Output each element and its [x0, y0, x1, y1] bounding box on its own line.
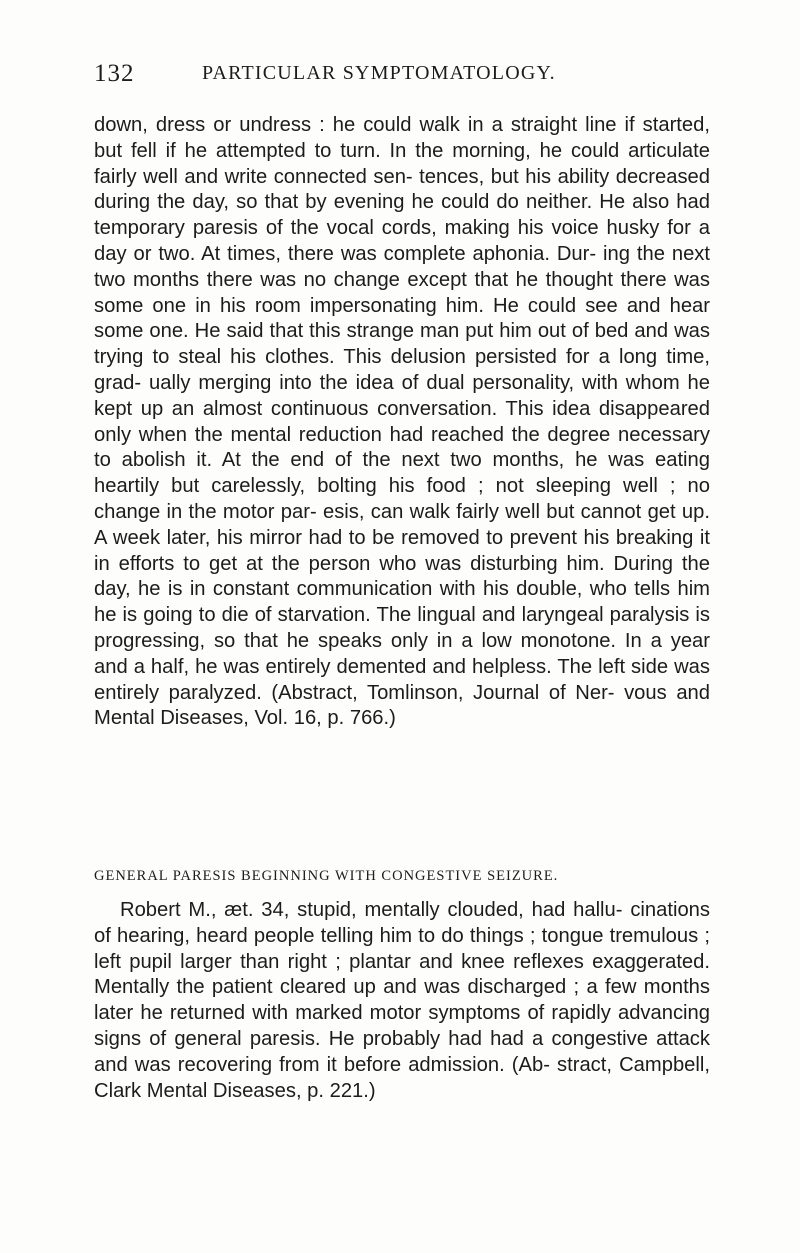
page-number: 132	[94, 60, 135, 87]
body-paragraph: Robert M., æt. 34, stupid, mentally clouded, had hallu- cinations of hearing, heard people telling him to do things ; tongue tremulous ; left pupil larger than right ; plantar and knee reflexes exaggerated. Mentally the patient cleared up and was discharged ; a few months later he returned with marked motor symptoms of rapidly advancing signs of general paresis. He probably had had a congestive attack and was recovering from it before admission. (Ab- stract, Campbell, Clark Mental Diseases, p. 221.)	[94, 899, 710, 1102]
running-title: PARTICULAR SYMPTOMATOLOGY.	[202, 62, 556, 84]
body-paragraph: down, dress or undress : he could walk in a straight line if started, but fell if he attempted to turn. In the morning, he could articulate fairly well and write connected sen- tences, but his ability decreased during the day, so that by evening he could do neither. He also had temporary paresis of the vocal cords, making his voice husky for a day or two. At times, there was complete aphonia. Dur- ing the next two months there was no change except that he thought there was some one in his room impersonating him. He could see and hear some one. He said that this strange man put him out of bed and was trying to steal his clothes. This delusion persisted for a long time, grad- ually merging into the idea of dual personality, with whom he kept up an almost continuous conversation. This idea disappeared only when the mental reduction had reached the degree necessary to abolish it. At the end of the next two months, he was eating heartily but carelessly, bolting his food ; not sleeping well ; no change in the motor par- esis, can walk fairly well but cannot get up. A week later, his mirror had to be removed to prevent his breaking it in efforts to get at the person who was disturbing him. During the day, he is in constant communication with his double, who tells him he is going to die of starvation. The lingual and laryngeal paralysis is progressing, so that he speaks only in a low monotone. In a year and a half, he was entirely demented and helpless. The left side was entirely paralyzed. (Abstract, Tomlinson, Journal of Ner- vous and Mental Diseases, Vol. 16, p. 766.)	[94, 114, 710, 730]
section-heading: GENERAL PARESIS BEGINNING WITH CONGESTIVE SEIZURE.	[94, 868, 559, 884]
running-head	[94, 60, 714, 94]
